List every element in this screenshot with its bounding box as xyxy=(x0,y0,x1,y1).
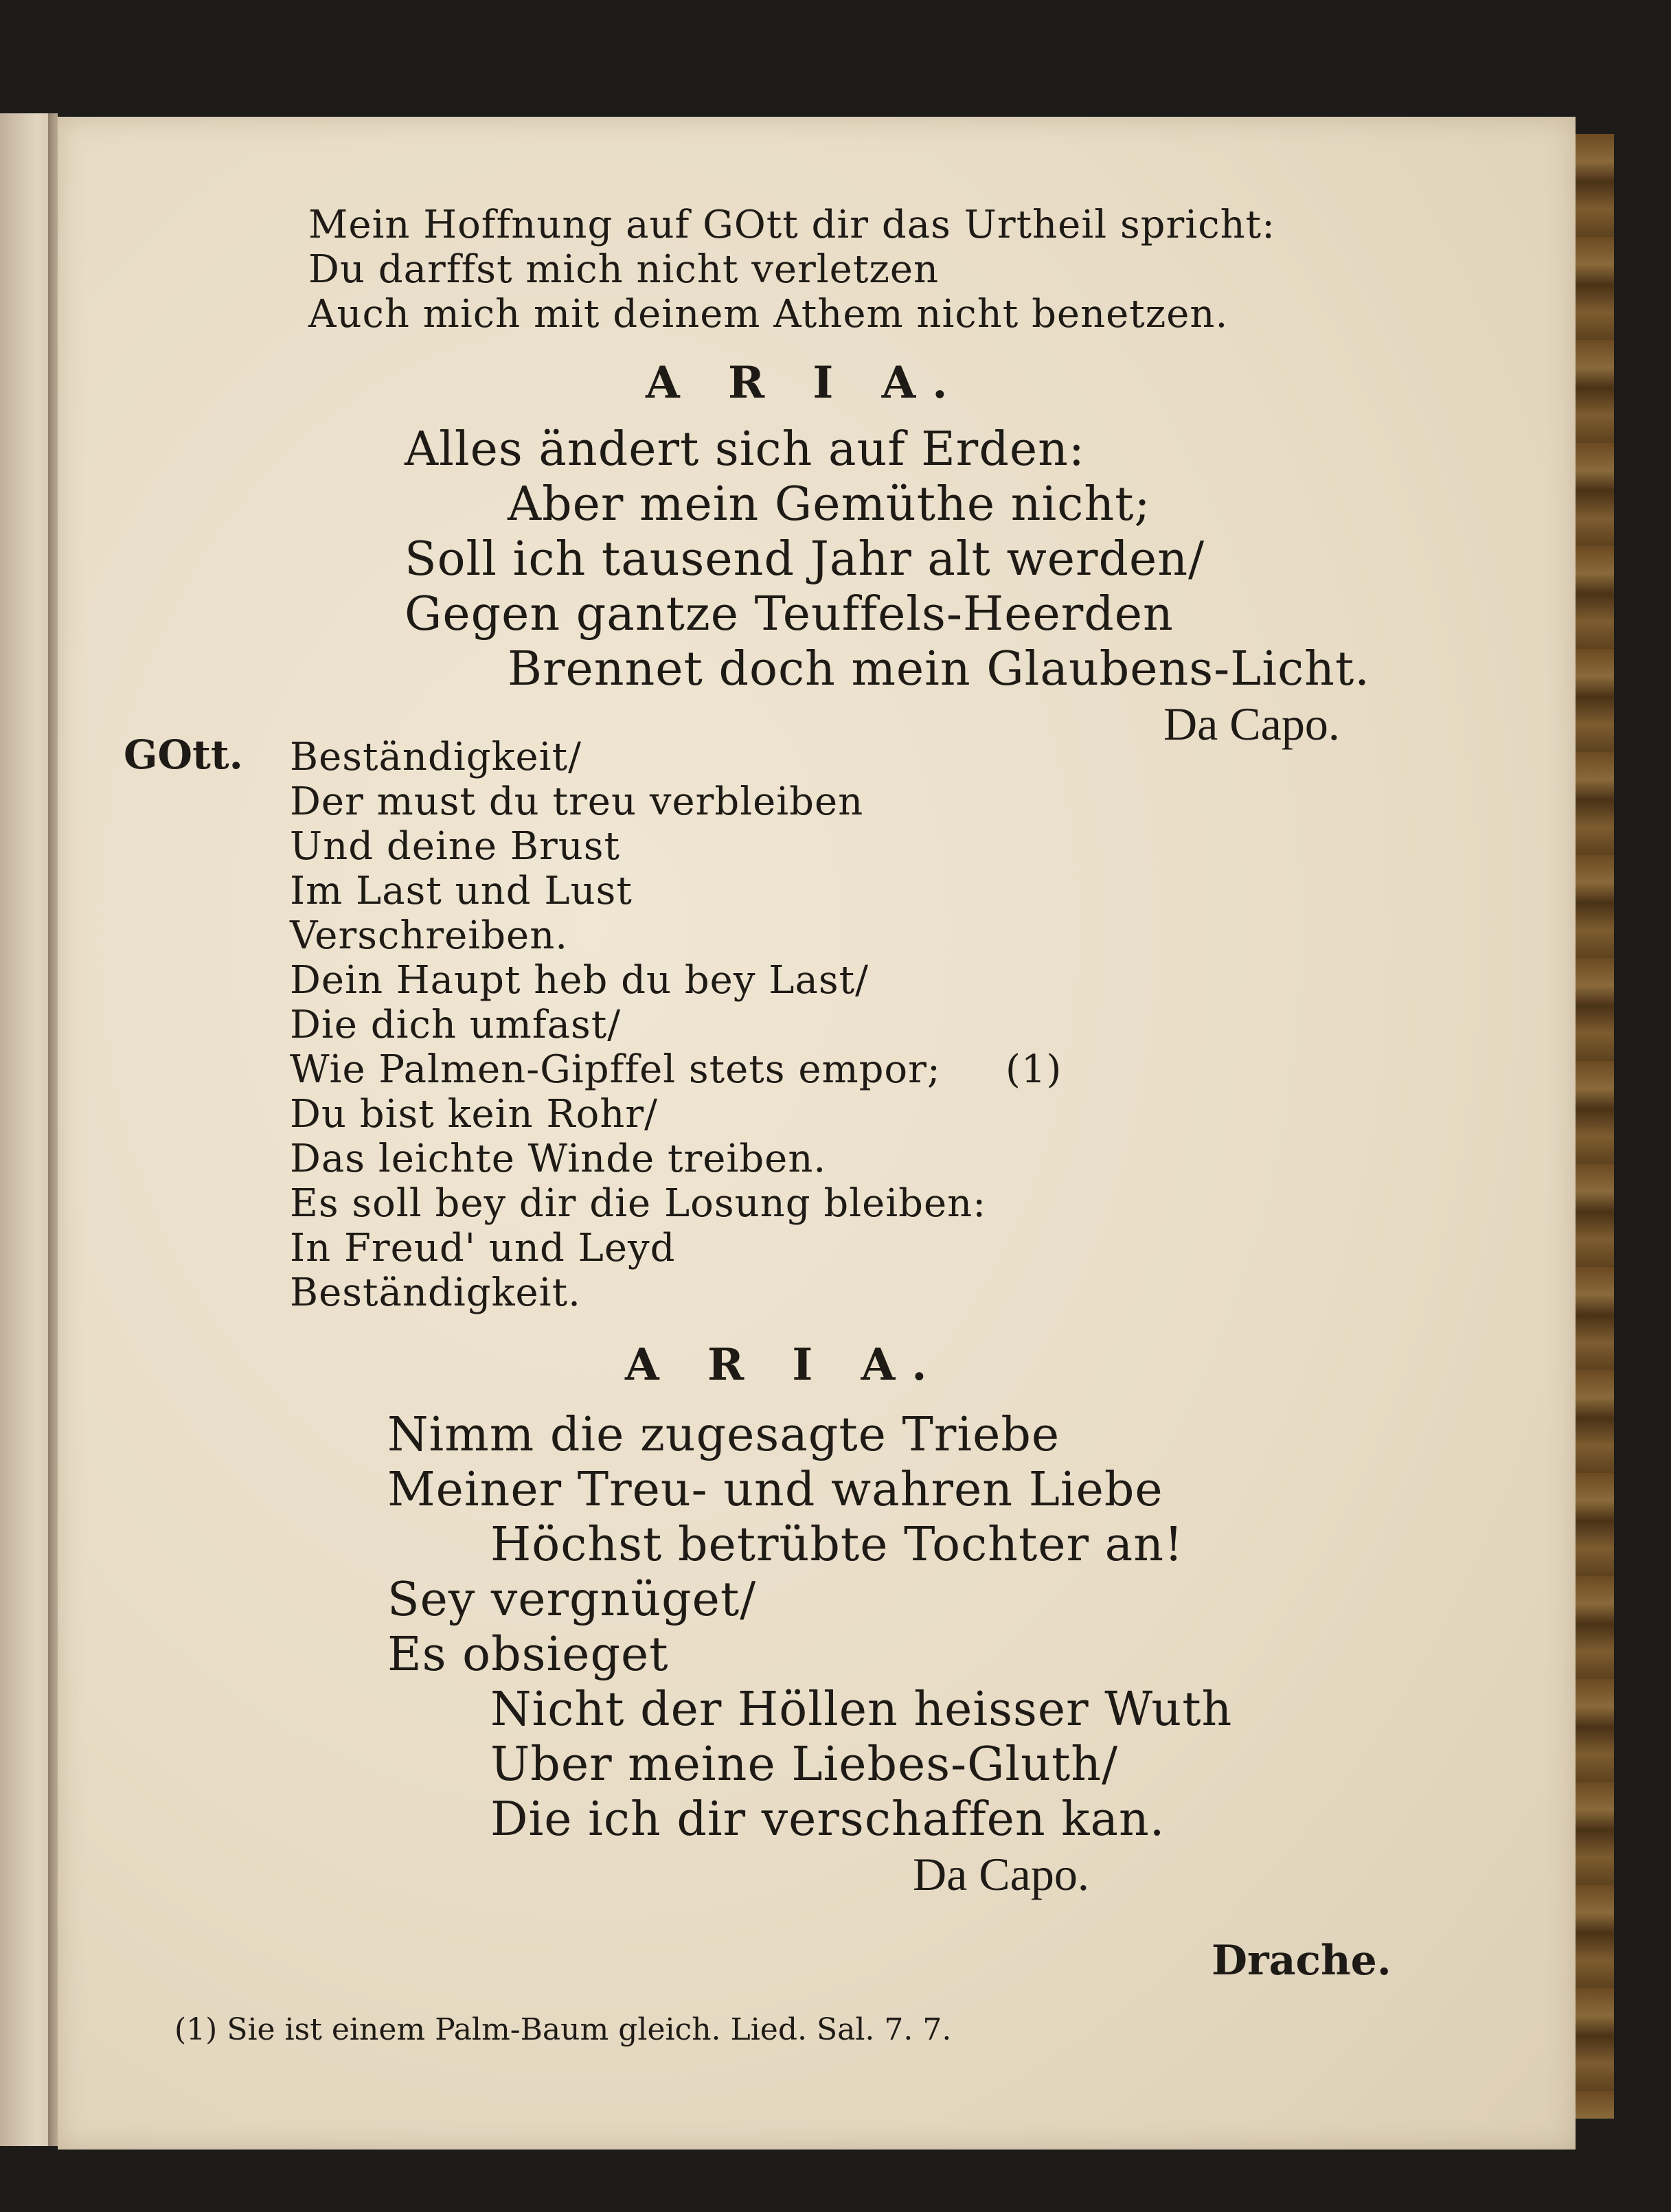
recitative-line: Du bist kein Rohr/ xyxy=(290,1092,658,1137)
aria-line: Es obsieget xyxy=(387,1628,669,1682)
da-capo-marker: Da Capo. xyxy=(913,1848,1089,1900)
page-stack-edge xyxy=(1576,134,1614,2119)
aria-line: Nimm die zugesagte Triebe xyxy=(387,1408,1060,1462)
recitative-line: Dein Haupt heb du bey Last/ xyxy=(290,958,869,1003)
aria-line: Die ich dir verschaffen kan. xyxy=(490,1792,1166,1847)
aria-line: Meiner Treu- und wahren Liebe xyxy=(387,1463,1163,1517)
aria-line: Alles ändert sich auf Erden: xyxy=(405,422,1085,477)
book-page xyxy=(58,117,1576,2150)
aria-line: Uber meine Liebes-Gluth/ xyxy=(490,1737,1119,1792)
speaker-label: GOtt. xyxy=(124,731,243,778)
left-page-edge xyxy=(0,113,54,2146)
recitative-line: Verschreiben. xyxy=(290,913,569,958)
da-capo-marker: Da Capo. xyxy=(1163,698,1340,750)
aria-line: Brennet doch mein Glaubens-Licht. xyxy=(508,642,1370,696)
recitative-line: Es soll bey dir die Losung bleiben: xyxy=(290,1181,987,1226)
aria-heading: A R I A. xyxy=(646,357,964,409)
recitative-line: Der must du treu verbleiben xyxy=(290,779,864,824)
recitative-line: Beständigkeit. xyxy=(290,1270,581,1315)
recitative-line: Im Last und Lust xyxy=(290,869,633,913)
footnote: (1) Sie ist einem Palm-Baum gleich. Lied. Sal. 7. 7. xyxy=(174,2012,952,2047)
aria-line: Soll ich tausend Jahr alt werden/ xyxy=(405,532,1205,586)
recitative-line: Das leichte Winde treiben. xyxy=(290,1137,827,1181)
footnote-reference: (1) xyxy=(1005,1047,1062,1092)
recitative-line: Beständigkeit/ xyxy=(290,735,582,779)
recitative-line: Du darffst mich nicht verletzen xyxy=(308,247,940,292)
catchword: Drache. xyxy=(1212,1937,1391,1985)
aria-line: Aber mein Gemüthe nicht; xyxy=(508,477,1151,532)
aria-line: Höchst betrübte Tochter an! xyxy=(490,1518,1184,1572)
recitative-line: Mein Hoffnung auf GOtt dir das Urtheil spricht: xyxy=(308,203,1276,247)
recitative-line: In Freud' und Leyd xyxy=(290,1226,676,1270)
recitative-line: Die dich umfast/ xyxy=(290,1003,622,1047)
aria-heading: A R I A. xyxy=(625,1339,944,1391)
book-gutter xyxy=(48,113,58,2146)
recitative-line: Und deine Brust xyxy=(290,824,621,869)
aria-line: Nicht der Höllen heisser Wuth xyxy=(490,1683,1233,1737)
aria-line: Sey vergnüget/ xyxy=(387,1573,757,1627)
aria-line: Gegen gantze Teuffels-Heerden xyxy=(405,587,1174,641)
recitative-line: Auch mich mit deinem Athem nicht benetzen. xyxy=(308,292,1229,337)
recitative-line: Wie Palmen-Gipffel stets empor; xyxy=(290,1047,941,1092)
